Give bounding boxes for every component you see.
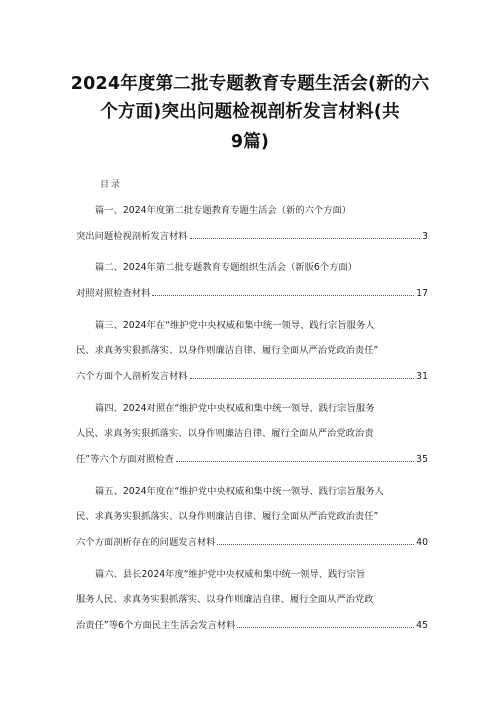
toc-entry[interactable] (76, 562, 428, 639)
toc-entry[interactable] (76, 479, 428, 556)
toc-entry-text: 六个方面剖析存在的问题发言材料 (76, 536, 216, 548)
toc-entry-text: 任”等六个方面对照检查 (76, 453, 174, 465)
toc-entry-text: 六个方面个人剖析发言材料 (76, 370, 188, 382)
toc-entry-text: 人民、求真务实狠抓落实、以身作则廉洁自律、履行全面从严治党政治责 (76, 428, 374, 440)
toc-dot-leader (237, 627, 414, 628)
toc-page-number: 3 (422, 230, 428, 242)
toc-entry-text: 民、求真务实狠抓落实、以身作则廉洁自律、履行全面从严治党政治责任” (76, 511, 379, 523)
toc-entry-last-line (76, 530, 428, 556)
toc-dot-leader (176, 461, 414, 462)
toc-entry-last-line (76, 281, 428, 307)
toc-entry[interactable] (76, 313, 428, 390)
toc-entry-text: 篇五、2024年度在“维护党中央权威和集中统一领导、践行宗旨服务人 (95, 485, 384, 497)
toc-entry-text: 对照对照检查材料 (76, 287, 151, 299)
table-of-contents (76, 198, 428, 645)
document-title-line-2: 个方面)突出问题检视剖析发言材料(共 (100, 102, 400, 122)
toc-entry-text: 服务人民、求真务实狠抓落实、以身作则廉洁自律、履行全面从严治党政 (76, 594, 374, 606)
document-title-line-1: 2024年度第二批专题教育专题生活会(新的六 (70, 74, 430, 94)
document-title-line-3: 9篇) (230, 132, 270, 152)
toc-dot-leader (190, 378, 415, 379)
toc-entry-text: 篇二、2024年第二批专题教育专题组织生活会（新版6个方面） (95, 262, 357, 274)
toc-dot-leader (190, 238, 421, 239)
toc-entry-text: 篇四、2024对照在“维护党中央权威和集中统一领导、践行宗旨服务 (95, 402, 375, 414)
toc-page-number: 35 (416, 453, 428, 465)
toc-page-number: 31 (416, 370, 428, 382)
toc-entry[interactable] (76, 396, 428, 473)
toc-entry-last-line (76, 364, 428, 390)
toc-heading: 目录 (100, 180, 123, 190)
toc-entry-last-line (76, 447, 428, 473)
toc-dot-leader (152, 295, 414, 296)
toc-entry-text: 民、求真务实狠抓落实、以身作则廉洁自律、履行全面从严治党政治责任” (76, 345, 379, 357)
toc-page-number: 40 (416, 536, 428, 548)
toc-entry-text: 治责任”等6个方面民主生活会发言材料 (76, 619, 236, 631)
toc-dot-leader (217, 544, 414, 545)
toc-entry[interactable] (76, 198, 428, 249)
toc-entry-last-line (76, 613, 428, 639)
toc-entry-text: 突出问题检视剖析发言材料 (76, 230, 188, 242)
toc-page-number: 45 (416, 619, 428, 631)
toc-entry-text: 篇六、县长2024年度“维护党中央权威和集中统一领导、践行宗旨 (95, 568, 366, 580)
toc-entry-text: 篇一、2024年度第二批专题教育专题生活会（新的六个方面） (95, 205, 352, 216)
toc-entry[interactable] (76, 255, 428, 306)
toc-entry-text: 篇三、2024年在“维护党中央权威和集中统一领导、践行宗旨服务人 (95, 319, 375, 331)
toc-page-number: 17 (416, 287, 428, 299)
toc-entry-last-line (76, 224, 428, 250)
